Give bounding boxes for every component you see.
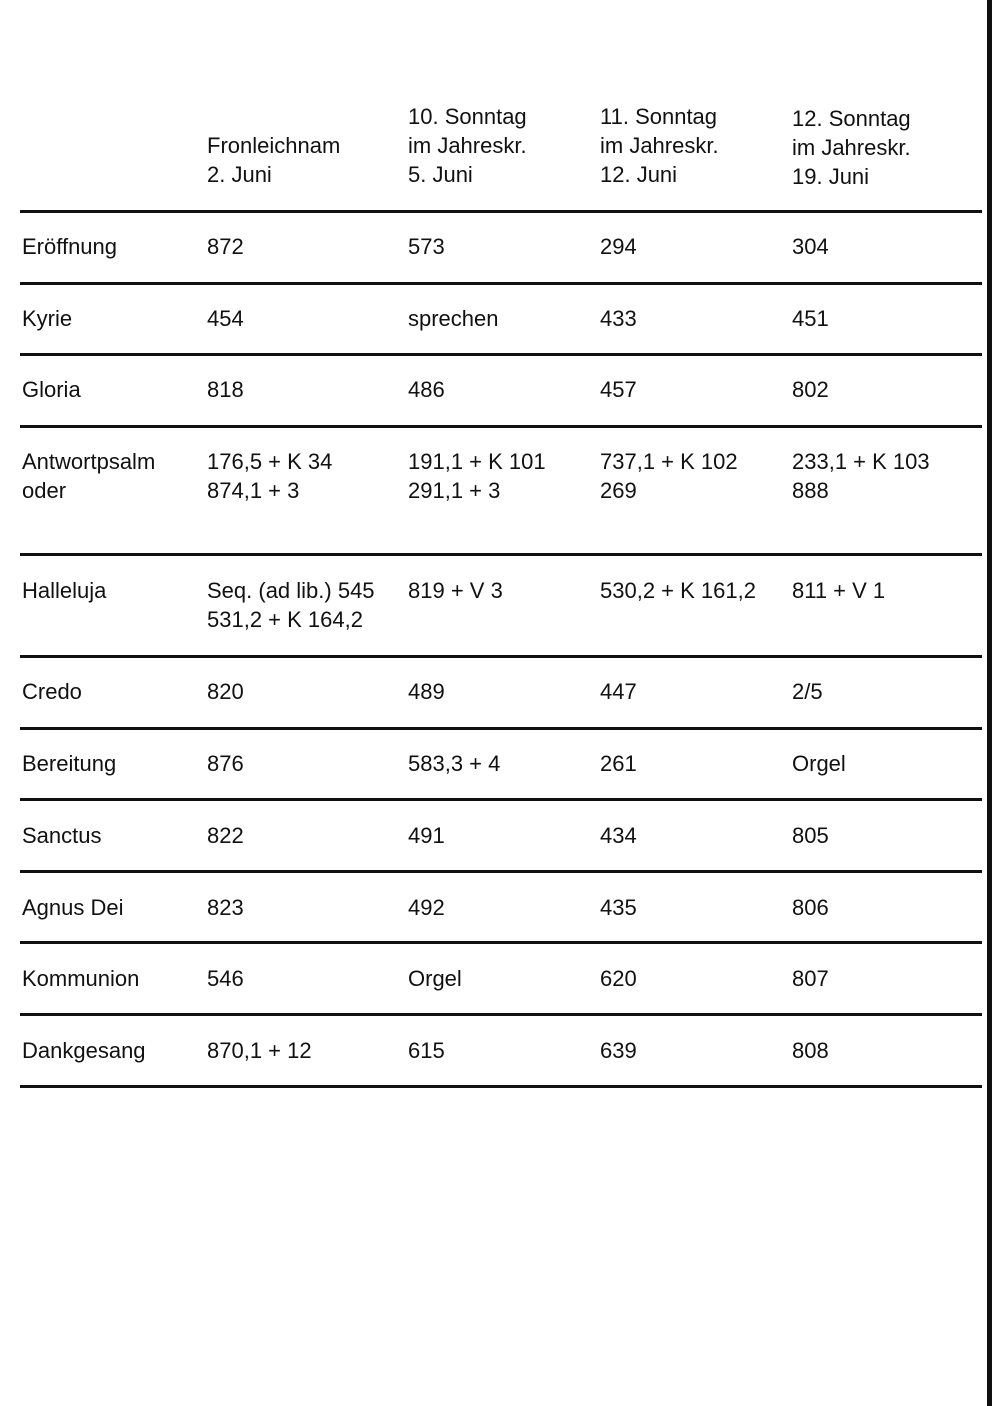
table-rule xyxy=(20,655,982,658)
table-cell: 191,1 + K 101 291,1 + 3 xyxy=(408,449,546,503)
table-cell: 583,3 + 4 xyxy=(408,751,501,776)
table-cell: 805 xyxy=(792,823,829,848)
table-rule xyxy=(20,553,982,556)
row-label: Kyrie xyxy=(22,306,73,331)
header-11-sonntag xyxy=(600,102,719,189)
table-cell: Seq. (ad lib.) 545 531,2 + K 164,2 xyxy=(207,578,375,632)
header-line: 12. Juni xyxy=(600,162,678,187)
table-cell: sprechen xyxy=(408,306,499,331)
header-12-sonntag xyxy=(792,104,911,191)
header-line: 10. Sonntag xyxy=(408,104,527,129)
table-cell: Orgel xyxy=(408,966,462,991)
header-10-sonntag xyxy=(408,102,527,189)
row-label: Sanctus xyxy=(22,823,102,848)
table-cell: 807 xyxy=(792,966,829,991)
table-rule xyxy=(20,282,982,285)
table-cell: 457 xyxy=(600,377,637,402)
header-line: 12. Sonntag xyxy=(792,106,911,131)
table-cell: 492 xyxy=(408,895,445,920)
header-line: 2. Juni xyxy=(207,162,272,187)
table-rule xyxy=(20,941,982,944)
table-rule xyxy=(20,425,982,428)
table-header xyxy=(20,102,982,202)
table-cell: 304 xyxy=(792,234,829,259)
row-label: Credo xyxy=(22,679,82,704)
table-cell: 486 xyxy=(408,377,445,402)
table-cell: Orgel xyxy=(792,751,846,776)
table-cell: 811 + V 1 xyxy=(792,578,886,603)
table-cell: 639 xyxy=(600,1038,637,1063)
table-cell: 823 xyxy=(207,895,244,920)
table-rule xyxy=(20,727,982,730)
header-line: 19. Juni xyxy=(792,164,870,189)
table-cell: 876 xyxy=(207,751,244,776)
row-label: Halleluja xyxy=(22,578,107,603)
table-cell: 620 xyxy=(600,966,637,991)
row-label: Bereitung xyxy=(22,751,117,776)
table-cell: 530,2 + K 161,2 xyxy=(600,578,756,603)
row-label: Kommunion xyxy=(22,966,140,991)
table-cell: 261 xyxy=(600,751,637,776)
table-cell: 737,1 + K 102 269 xyxy=(600,449,738,503)
table-rule xyxy=(20,1085,982,1088)
table-cell: 176,5 + K 34 874,1 + 3 xyxy=(207,449,333,503)
table-rule xyxy=(20,1013,982,1016)
table-cell: 447 xyxy=(600,679,637,704)
header-line: im Jahreskr. xyxy=(408,133,527,158)
table-cell: 433 xyxy=(600,306,637,331)
table-cell: 819 + V 3 xyxy=(408,578,503,603)
table-cell: 802 xyxy=(792,377,829,402)
row-label: Antwortpsalm oder xyxy=(22,449,156,503)
header-line: Fronleichnam xyxy=(207,133,341,158)
header-line: im Jahreskr. xyxy=(600,133,719,158)
table-cell: 822 xyxy=(207,823,244,848)
table-cell: 435 xyxy=(600,895,637,920)
page-edge-shadow xyxy=(987,0,992,1406)
table-cell: 573 xyxy=(408,234,445,259)
row-label: Gloria xyxy=(22,377,81,402)
table-cell: 615 xyxy=(408,1038,445,1063)
table-cell: 808 xyxy=(792,1038,829,1063)
table-cell: 872 xyxy=(207,234,244,259)
table-rule xyxy=(20,798,982,801)
table-cell: 233,1 + K 103 888 xyxy=(792,449,930,503)
row-label: Dankgesang xyxy=(22,1038,146,1063)
table-cell: 818 xyxy=(207,377,244,402)
table-cell: 451 xyxy=(792,306,829,331)
table-rule xyxy=(20,870,982,873)
table-cell: 434 xyxy=(600,823,637,848)
row-label: Agnus Dei xyxy=(22,895,124,920)
table-rule xyxy=(20,353,982,356)
table-cell: 294 xyxy=(600,234,637,259)
table-rule xyxy=(20,210,982,213)
header-fronleichnam xyxy=(207,102,340,189)
row-label: Eröffnung xyxy=(22,234,118,259)
table-cell: 454 xyxy=(207,306,244,331)
table-cell: 491 xyxy=(408,823,445,848)
table-cell: 2/5 xyxy=(792,679,823,704)
header-line: im Jahreskr. xyxy=(792,135,911,160)
table-cell: 820 xyxy=(207,679,244,704)
table-cell: 489 xyxy=(408,679,445,704)
table-cell: 546 xyxy=(207,966,244,991)
header-line: 11. Sonntag xyxy=(600,104,718,129)
table-cell: 870,1 + 12 xyxy=(207,1038,312,1063)
table-cell: 806 xyxy=(792,895,829,920)
header-line: 5. Juni xyxy=(408,162,473,187)
